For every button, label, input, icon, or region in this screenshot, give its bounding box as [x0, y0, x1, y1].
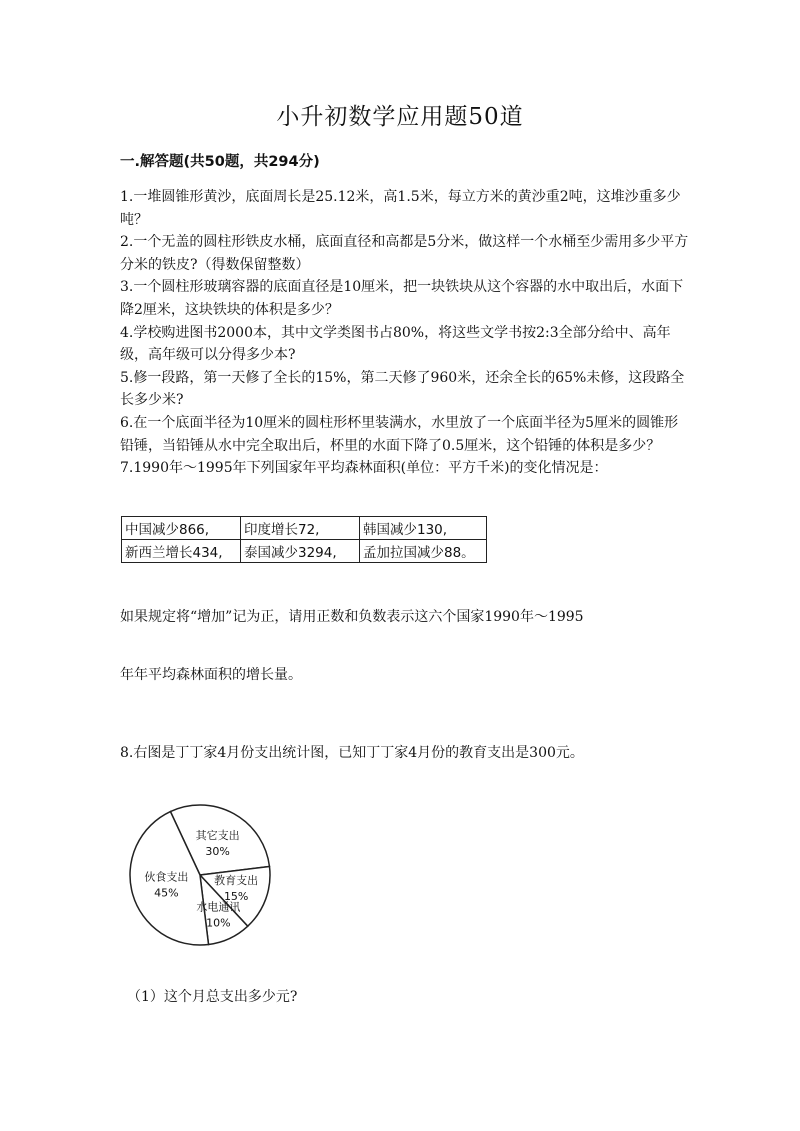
pie-slice-percent: 10% [206, 916, 231, 930]
question-1: 1.一堆圆锥形黄沙，底面周长是25.12米，高1.5米，每立方米的黄沙重2吨，这堆沙重多少吨？ [120, 189, 681, 228]
pie-slice-label: 其它支出 [195, 829, 240, 843]
question-8-part-1: （1）这个月总支出多少元? [127, 989, 298, 1005]
pie-slice-label: 教育支出 [214, 874, 259, 888]
q7-instruction-line-2: 年年平均森林面积的增长量。 [120, 667, 302, 683]
table-cell: 印度增长72, [241, 517, 360, 540]
page-title: 小升初数学应用题50道 [276, 104, 524, 130]
table-cell: 孟加拉国减少88。 [360, 540, 487, 563]
pie-slice-label: 水电通讯 [196, 900, 241, 914]
table-cell: 韩国减少130, [360, 517, 487, 540]
question-5: 5.修一段路，第一天修了全长的15%，第二天修了960米，还余全长的65%未修，这段路全长多少米? [120, 369, 685, 409]
forest-area-table [121, 516, 487, 563]
question-6: 6.在一个底面半径为10厘米的圆柱形杯里装满水，水里放了一个底面半径为5厘米的圆锥形铅锤，当铅锤从水中完全取出后，杯里的水面下降了0.5厘米，这个铅锤的体积是多少？ [120, 414, 679, 454]
expense-pie-chart [125, 800, 285, 950]
question-list [120, 186, 690, 480]
question-3: 3.一个圆柱形玻璃容器的底面直径是10厘米，把一块铁块从这个容器的水中取出后，水面下降2厘米，这块铁块的体积是多少？ [120, 279, 684, 318]
section-heading: 一.解答题(共50题，共294分) [120, 154, 320, 170]
question-8: 8.右图是丁丁家4月份支出统计图，已知丁丁家4月份的教育支出是300元。 [120, 745, 584, 761]
q7-instruction-line-1: 如果规定将“增加”记为正，请用正数和负数表示这六个国家1990年～1995 [120, 609, 584, 625]
question-2: 2.一个无盖的圆柱形铁皮水桶，底面直径和高都是5分米，做这样一个水桶至少需用多少平方分米的铁皮?（得数保留整数） [120, 234, 689, 273]
question-7: 7.1990年～1995年下列国家年平均森林面积(单位：平方千米)的变化情况是： [120, 460, 608, 477]
table-cell: 中国减少866, [122, 517, 241, 540]
pie-slice-percent: 45% [154, 886, 179, 900]
question-4: 4.学校购进图书2000本，其中文学类图书占80%，将这些文学书按2:3全部分给中、高年级，高年级可以分得多少本? [120, 324, 671, 364]
table-row [122, 517, 487, 540]
pie-slice-percent: 15% [223, 890, 249, 904]
table-cell: 泰国减少3294, [241, 540, 360, 563]
table-cell: 新西兰增长434, [122, 540, 241, 563]
table-row [122, 540, 487, 563]
pie-slice-label: 伙食支出 [144, 870, 189, 884]
pie-slice-percent: 30% [205, 845, 230, 859]
